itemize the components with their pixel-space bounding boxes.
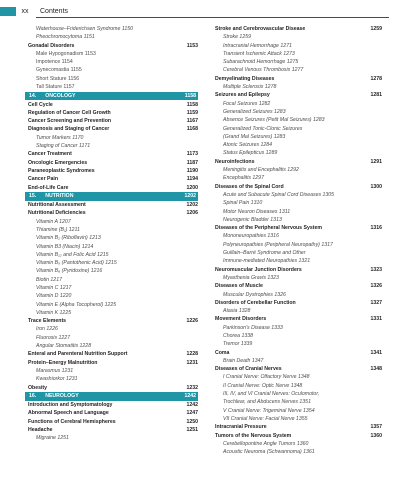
toc-subentry	[25, 284, 198, 292]
toc-subentry	[212, 415, 382, 423]
toc-entry-text: Pheochromocytoma 1151	[36, 34, 95, 41]
toc-subentry	[212, 398, 382, 406]
toc-entry-text: Diagnosis and Staging of Cancer	[28, 126, 110, 133]
toc-entry	[212, 432, 382, 440]
toc-page-number: 1228	[186, 351, 198, 358]
toc-entry-text: Vitamin B₂ (Riboflavin) 1213	[36, 235, 101, 242]
toc-subentry	[25, 142, 198, 150]
toc-entry	[212, 75, 382, 83]
toc-entry-text: Myasthenia Gravis 1323	[223, 274, 279, 281]
toc-page-number: 1158	[184, 92, 196, 99]
toc-entry	[25, 117, 198, 125]
chapter-title: ONCOLOGY	[45, 92, 76, 99]
toc-page-number: 1232	[186, 384, 198, 391]
toc-entry-text: Atonic Seizures 1284	[223, 142, 273, 149]
toc-page-number: 1259	[370, 26, 382, 32]
chapter-title: NEUROLOGY	[45, 393, 79, 400]
toc-entry	[25, 401, 198, 409]
toc-entry	[212, 423, 382, 431]
toc-page-number: 1291	[370, 158, 382, 165]
running-head-title: Contents	[40, 8, 69, 15]
toc-subentry	[212, 241, 382, 249]
toc-page-number: 1331	[370, 316, 382, 323]
toc-subentry	[25, 33, 198, 41]
toc-subentry	[25, 325, 198, 333]
toc-entry-text: Headache	[28, 426, 53, 433]
toc-entry-text: Neurogenic Bladder 1313	[223, 216, 282, 223]
toc-entry-text: Tumors of the Nervous System	[215, 432, 292, 439]
toc-page-number: 1200	[186, 184, 198, 191]
toc-page-number: 1357	[370, 424, 382, 431]
toc-entry-text: Tremor 1339	[223, 341, 253, 348]
toc-subentry	[212, 208, 382, 216]
toc-entry	[25, 159, 198, 167]
toc-entry-text: Intracranial Hemorrhage 1271	[223, 42, 292, 49]
toc-subentry	[212, 42, 382, 50]
toc-entry-text: Impotence 1154	[36, 59, 73, 66]
toc-entry	[212, 25, 382, 33]
toc-entry	[212, 365, 382, 373]
toc-subentry	[212, 100, 382, 108]
toc-subentry	[212, 307, 382, 315]
toc-entry-text: V Cranial Nerve: Trigeminal Nerve 1354	[223, 407, 315, 414]
toc-entry-text: Oncologic Emergencies	[28, 159, 88, 166]
toc-entry-text: Motor Neuron Diseases 1311	[223, 208, 291, 215]
toc-entry-text: Status Epilepticus 1289	[223, 150, 278, 157]
toc-page-number: 1300	[370, 183, 382, 190]
toc-subentry	[25, 334, 198, 342]
toc-entry-text: Seizures and Epilepsy	[215, 92, 270, 99]
toc-subentry	[212, 216, 382, 224]
toc-page-number: 1158	[186, 101, 198, 108]
toc-entry-text: Movement Disorders	[215, 316, 267, 323]
toc-entry-text: Vitamin B₁₂ and Folic Acid 1215	[36, 251, 109, 258]
toc-subentry	[25, 309, 198, 317]
toc-entry	[212, 91, 382, 99]
toc-entry	[25, 359, 198, 367]
toc-page-number: 1251	[186, 426, 198, 433]
toc-subentry	[25, 58, 198, 66]
toc-entry-text: Marasmus 1231	[36, 367, 74, 374]
toc-entry-text: Transient Ischemic Attack 1273	[223, 50, 295, 57]
toc-page-number: 1348	[370, 366, 382, 373]
toc-subentry	[212, 407, 382, 415]
toc-subentry	[212, 33, 382, 41]
toc-entry-text: Generalized Seizures 1283	[223, 108, 286, 115]
toc-subentry	[25, 251, 198, 259]
toc-entry-text: End-of-Life Care	[28, 184, 69, 191]
toc-subentry	[212, 66, 382, 74]
toc-subentry	[25, 50, 198, 58]
toc-entry-text: Nutritional Deficiencies	[28, 210, 86, 217]
toc-entry-text: Thiamine (B₁) 1211	[36, 226, 80, 233]
page-header	[0, 0, 401, 22]
toc-subentry	[212, 232, 382, 240]
toc-entry	[25, 184, 198, 192]
toc-subentry	[212, 249, 382, 257]
toc-subentry	[212, 166, 382, 174]
toc-page-number: 1194	[186, 176, 198, 183]
toc-column-right	[212, 25, 382, 456]
toc-entry-text: Mononeuropathies 1316	[223, 233, 279, 240]
toc-entry-text: Diseases of the Spinal Cord	[215, 183, 284, 190]
page-tab-marker	[0, 7, 16, 16]
toc-entry	[212, 282, 382, 290]
toc-entry	[25, 101, 198, 109]
toc-entry-text: Muscular Dystrophies 1326	[223, 291, 286, 298]
toc-subentry	[212, 340, 382, 348]
toc-subentry	[212, 448, 382, 456]
toc-subentry	[25, 75, 198, 83]
toc-subentry	[212, 274, 382, 282]
toc-page-number: 1167	[186, 118, 198, 125]
header-rule	[36, 17, 389, 18]
toc-entry-text: Cancer Screening and Prevention	[28, 118, 112, 125]
toc-entry-text: Angular Stomatitis 1228	[36, 343, 92, 350]
toc-subentry	[25, 25, 198, 33]
toc-entry-text: Functions of Cerebral Hemispheres	[28, 418, 116, 425]
toc-entry-text: Stroke 1259	[223, 34, 251, 41]
toc-entry-text: Migraine 1251	[36, 435, 69, 442]
toc-subentry	[212, 108, 382, 116]
toc-entry-text: Focal Seizures 1282	[223, 100, 271, 107]
toc-page-number: 1250	[186, 418, 198, 425]
toc-subentry	[212, 324, 382, 332]
toc-entry-text: Cell Cycle	[28, 101, 53, 108]
page-number: xx	[21, 8, 29, 15]
toc-page-number: 1190	[186, 167, 198, 174]
toc-subentry	[25, 367, 198, 375]
toc-subentry	[212, 83, 382, 91]
chapter-number: 15.	[29, 193, 37, 200]
toc-entry	[212, 158, 382, 166]
toc-entry-text: Subarachnoid Hemorrhage 1275	[223, 59, 299, 66]
toc-subentry	[212, 382, 382, 390]
toc-subentry	[212, 191, 382, 199]
toc-entry-text: Cancer Treatment	[28, 151, 72, 158]
toc-entry	[25, 418, 198, 426]
toc-subentry	[212, 50, 382, 58]
toc-entry-text: Diseases of Cranial Nerves	[215, 366, 282, 373]
toc-subentry	[25, 342, 198, 350]
toc-subentry	[25, 66, 198, 74]
toc-entry-text: Regulation of Cancer Cell Growth	[28, 109, 111, 116]
toc-entry-text: Ataxia 1328	[223, 308, 251, 315]
toc-subentry	[212, 257, 382, 265]
toc-page-number: 1173	[186, 151, 198, 158]
toc-subentry	[212, 440, 382, 448]
toc-entry-text: Cancer Pain	[28, 176, 58, 183]
chapter-heading	[25, 392, 198, 401]
toc-entry-text: Guillain–Barré Syndrome and Other	[223, 250, 306, 257]
toc-entry-text: Brain Death 1347	[223, 357, 264, 364]
toc-subentry	[25, 434, 198, 442]
toc-entry-text: Trochlear, and Abducens Nerves 1351	[223, 399, 311, 406]
toc-subentry	[25, 243, 198, 251]
toc-page-number: 1323	[370, 266, 382, 273]
toc-entry	[25, 125, 198, 133]
toc-page-number: 1316	[370, 225, 382, 232]
toc-entry-text: Male Hypogonadism 1153	[36, 50, 96, 57]
toc-subentry	[25, 292, 198, 300]
toc-page-number: 1360	[370, 432, 382, 439]
toc-entry-text: Acoustic Neuroma (Schwannoma) 1361	[223, 449, 315, 456]
toc-entry	[25, 42, 198, 50]
chapter-title: NUTRITION	[45, 193, 74, 200]
toc-subentry	[25, 218, 198, 226]
toc-entry-text: Disorders of Cerebellar Function	[215, 299, 296, 306]
toc-subentry	[212, 141, 382, 149]
toc-entry-text: I Cranial Nerve: Olfactory Nerve 1348	[223, 374, 310, 381]
toc-page-number: 1231	[186, 359, 198, 366]
toc-entry-text: Immune-mediated Neuropathies 1321	[223, 258, 311, 265]
toc-subentry	[25, 301, 198, 309]
toc-entry	[25, 150, 198, 158]
toc-entry	[25, 384, 198, 392]
toc-entry	[25, 109, 198, 117]
toc-entry-text: Biotin 1217	[36, 276, 62, 283]
toc-entry	[212, 224, 382, 232]
toc-subentry	[212, 133, 382, 141]
toc-entry-text: Polyneuropathies (Peripheral Neuropathy) 1317	[223, 241, 333, 248]
toc-entry-text: Intracranial Pressure	[215, 424, 267, 431]
toc-entry-text: Parkinson's Disease 1333	[223, 324, 283, 331]
toc-entry-text: Stroke and Cerebrovascular Disease	[215, 26, 306, 32]
toc-entry	[25, 317, 198, 325]
toc-entry	[212, 183, 382, 191]
toc-entry	[212, 349, 382, 357]
toc-entry-text: Generalized Tonic-Clonic Seizures	[223, 125, 303, 132]
toc-entry	[25, 175, 198, 183]
toc-entry-text: Neuromuscular Junction Disorders	[215, 266, 302, 273]
toc-column-left	[25, 25, 198, 443]
toc-subentry	[25, 226, 198, 234]
toc-page-number: 1226	[186, 318, 198, 325]
toc-page-number: 1202	[184, 193, 196, 200]
chapter-heading	[25, 192, 198, 201]
toc-entry-text: Tall Stature 1157	[36, 84, 75, 91]
toc-entry-text: Obesity	[28, 384, 48, 391]
toc-subentry	[212, 199, 382, 207]
toc-page-number: 1327	[370, 299, 382, 306]
toc-entry-text: Vitamin E (Alpha Tocopherol) 1225	[36, 301, 117, 308]
toc-entry-text: Vitamin B₆ (Pyridoxine) 1216	[36, 268, 103, 275]
toc-entry-text: Introduction and Symptomatology	[28, 402, 113, 409]
toc-entry-text: Diseases of Muscle	[215, 283, 263, 290]
toc-page-number: 1242	[184, 393, 196, 400]
toc-entry-text: Enteral and Parenteral Nutrition Support	[28, 351, 128, 358]
toc-page-number: 1341	[370, 349, 382, 356]
toc-entry-text: Chorea 1338	[223, 332, 253, 339]
chapter-heading	[25, 92, 198, 101]
toc-entry-text: Staging of Cancer 1171	[36, 143, 91, 150]
chapter-number: 16.	[29, 393, 37, 400]
toc-entry-text: Spinal Pain 1310	[223, 200, 263, 207]
toc-entry-text: Trace Elements	[28, 318, 67, 325]
toc-entry-text: Acute and Subacute Spinal Cord Diseases 1305	[223, 191, 335, 198]
toc-entry	[25, 426, 198, 434]
toc-subentry	[212, 58, 382, 66]
toc-page-number: 1281	[370, 92, 382, 99]
toc-entry-text: Kwashiorkor 1231	[36, 376, 78, 383]
toc-page-number: 1202	[186, 202, 198, 209]
toc-entry-text: Iron 1226	[36, 326, 58, 333]
toc-subentry	[25, 134, 198, 142]
toc-page-number: 1159	[186, 109, 198, 116]
toc-subentry	[25, 375, 198, 383]
toc-entry	[212, 266, 382, 274]
toc-entry-text: Cerebral Venous Thrombosis 1277	[223, 67, 304, 74]
toc-entry-text: Gynecomastia 1155	[36, 67, 82, 74]
toc-subentry	[212, 116, 382, 124]
toc-entry-text: Demyelinating Diseases	[215, 75, 275, 82]
toc-entry-text: Paraneoplastic Syndromes	[28, 167, 95, 174]
toc-entry-text: Abnormal Speech and Language	[28, 410, 109, 417]
toc-page-number: 1206	[186, 210, 198, 217]
toc-entry	[212, 299, 382, 307]
toc-page-number: 1247	[186, 410, 198, 417]
toc-entry-text: Diseases of the Peripheral Nervous System	[215, 225, 322, 232]
toc-entry-text: Vitamin A 1207	[36, 218, 71, 225]
toc-page-number: 1242	[186, 402, 198, 409]
toc-entry-text: Encephalitis 1297	[223, 175, 264, 182]
toc-page-number: 1153	[186, 42, 198, 49]
toc-entry-text: II Cranial Nerve: Optic Nerve 1348	[223, 382, 303, 389]
toc-page-number: 1187	[186, 159, 198, 166]
toc-entry-text: Multiple Sclerosis 1278	[223, 84, 277, 91]
toc-entry-text: Vitamin B₅ (Pantothenic Acid) 1215	[36, 260, 117, 267]
toc-entry-text: VII Cranial Nerve: Facial Nerve 1355	[223, 415, 308, 422]
toc-entry-text: Protein–Energy Malnutrition	[28, 359, 98, 366]
toc-subentry	[25, 83, 198, 91]
toc-subentry	[25, 276, 198, 284]
toc-entry-text: Vitamin K 1225	[36, 309, 72, 316]
toc-subentry	[25, 259, 198, 267]
toc-subentry	[212, 332, 382, 340]
toc-subentry	[212, 373, 382, 381]
toc-entry-text: Waterhouse–Friderichsen Syndrome 1150	[36, 26, 133, 32]
chapter-number: 14.	[29, 92, 37, 99]
toc-page-number: 1326	[370, 283, 382, 290]
toc-entry-text: (Grand Mal Seizures) 1283	[223, 133, 286, 140]
toc-entry-text: Coma	[215, 349, 230, 356]
toc-entry-text: Short Stature 1156	[36, 75, 80, 82]
toc-entry-text: Cerebellopontine Angle Tumors 1360	[223, 440, 309, 447]
toc-entry-text: Gonadal Disorders	[28, 42, 75, 49]
toc-entry-text: Nutritional Assessment	[28, 202, 86, 209]
toc-entry-text: III, IV, and VI Cranial Nerves: Oculomotor,	[223, 391, 320, 398]
toc-entry-text: Vitamin D 1220	[36, 293, 72, 300]
toc-page-number: 1278	[370, 75, 382, 82]
toc-entry	[25, 350, 198, 358]
toc-subentry	[212, 291, 382, 299]
toc-subentry	[212, 174, 382, 182]
toc-entry	[25, 209, 198, 217]
toc-entry	[25, 201, 198, 209]
toc-entry-text: Vitamin C 1217	[36, 284, 72, 291]
toc-entry-text: Absence Seizures (Petit Mal Seizures) 1283	[223, 117, 325, 124]
toc-entry	[212, 315, 382, 323]
toc-subentry	[25, 267, 198, 275]
toc-subentry	[212, 390, 382, 398]
toc-entry	[25, 409, 198, 417]
toc-subentry	[25, 234, 198, 242]
toc-entry-text: Neuroinfections	[215, 158, 255, 165]
toc-entry-text: Meningitis and Encephalitis 1292	[223, 167, 299, 174]
toc-entry-text: Tumor Markers 1170	[36, 134, 84, 141]
toc-subentry	[212, 357, 382, 365]
toc-subentry	[212, 149, 382, 157]
toc-page-number: 1168	[186, 126, 198, 133]
toc-subentry	[212, 125, 382, 133]
toc-entry-text: Fluorosis 1227	[36, 334, 71, 341]
toc-entry	[25, 167, 198, 175]
toc-entry-text: Vitamin B3 (Niacin) 1214	[36, 243, 94, 250]
